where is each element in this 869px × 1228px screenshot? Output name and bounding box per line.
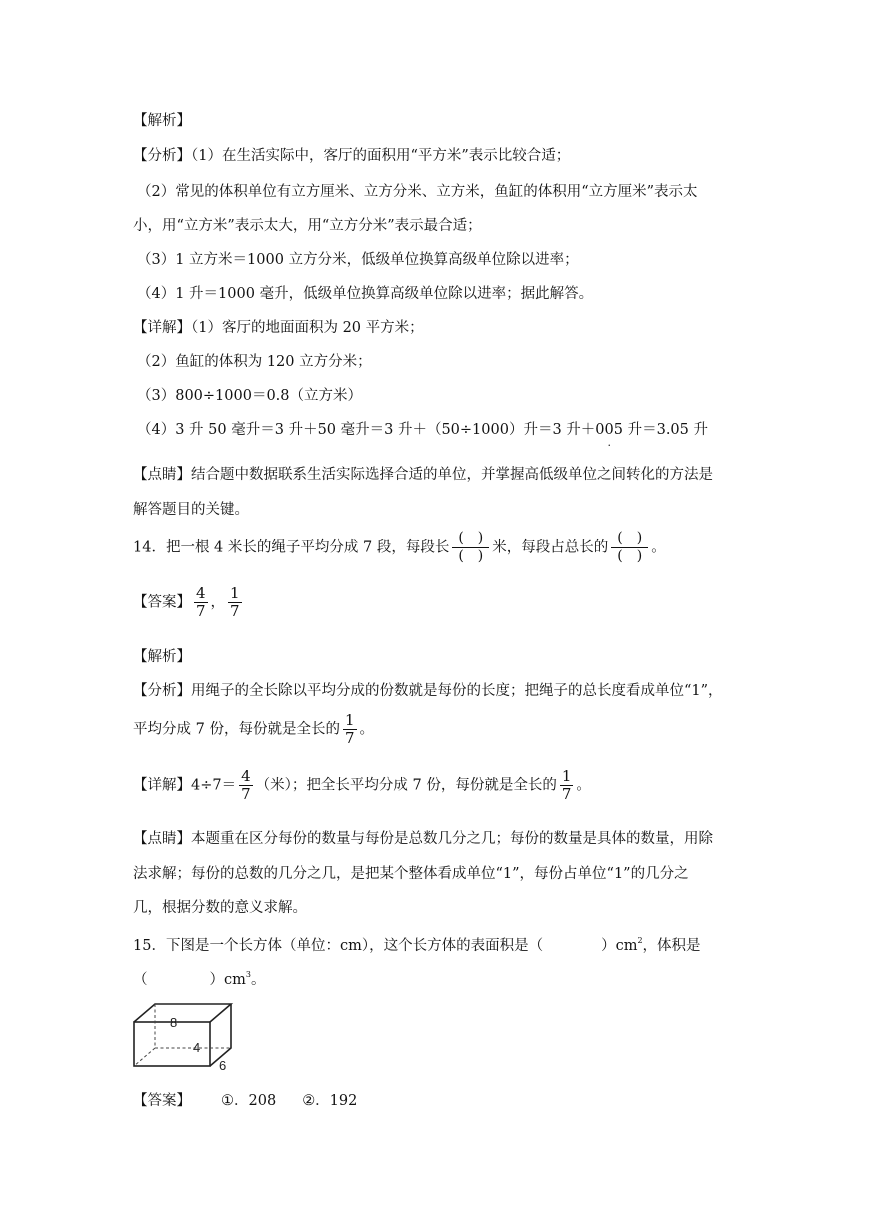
- answer-15: [133, 1091, 357, 1111]
- section-label-jiexi: 【解析】: [133, 113, 191, 129]
- answer-fraction-2: [228, 585, 242, 620]
- analysis-14-text-b: 。: [359, 721, 374, 738]
- analysis-14-text-a: 平均分成 7 份，每份就是全长的: [133, 721, 340, 738]
- key-point-14-line-1: 【点睛】本题重在区分每份的数量与每份是总数几分之几；每份的数量是具体的数量，用除: [133, 831, 713, 847]
- answer-label: 【答案】: [133, 1093, 191, 1109]
- fraction-denominator: 7: [196, 602, 206, 620]
- detail-line-4-part-a: （4）3 升 50 毫升＝3 升＋50 毫升＝3 升＋（50÷1000）升＝3 升＋0: [137, 422, 605, 438]
- key-point-line-1: 【点睛】结合题中数据联系生活实际选择合适的单位，并掌握高低级单位之间转化的方法是: [133, 467, 713, 483]
- question-14-text-b: 米，每段占总长的: [492, 539, 609, 556]
- blank-numerator: ( ): [617, 530, 643, 546]
- answer-15-first: ①．208: [221, 1093, 277, 1109]
- key-point-line-2: 解答题目的关键。: [133, 502, 249, 518]
- fraction-denominator: 7: [561, 785, 572, 803]
- analysis-14-fraction: [343, 712, 357, 747]
- question-15-text-e: ）cm: [209, 972, 246, 988]
- answer-label: 【答案】: [133, 594, 191, 611]
- detail-line-3: （3）800÷1000＝0.8（立方米）: [137, 388, 363, 404]
- answer-15-second: ②．192: [302, 1093, 358, 1109]
- question-14-text-a: 14．把一根 4 米长的绳子平均分成 7 段，每段长: [133, 539, 450, 556]
- key-point-14-line-3: 几，根据分数的意义求解。: [133, 900, 307, 916]
- dimension-depth-label: 6: [219, 1058, 227, 1072]
- dimension-height-label: 8: [170, 1015, 178, 1030]
- cuboid-diagram: [128, 998, 238, 1072]
- question-15-line-1: [133, 931, 701, 956]
- analysis-line-5: （4）1 升＝1000 毫升，低级单位换算高级单位除以进率；据此解答。: [137, 286, 594, 302]
- blank-denominator: ( ): [617, 548, 643, 564]
- analysis-line-3: 小，用“立方米”表示太大，用“立方分米”表示最合适；: [133, 218, 482, 234]
- blank-numerator: ( ): [458, 530, 484, 546]
- blank-fraction-2: [611, 530, 648, 565]
- question-15-text-f: 。: [250, 972, 266, 988]
- blank-denominator: ( ): [458, 548, 484, 564]
- detail-14-line: [133, 768, 591, 803]
- detail-line-4-part-b: 5 升＝3.05 升: [613, 422, 708, 438]
- answer-fraction-1: [194, 585, 208, 620]
- analysis-line-2: （2）常见的体积单位有立方厘米、立方分米、立方米，鱼缸的体积用“立方厘米”表示太: [137, 184, 698, 200]
- question-15-text-b: ）cm: [601, 938, 638, 954]
- detail-line-1: 【详解】（1）客厅的地面面积为 20 平方米；: [133, 320, 424, 336]
- fraction-numerator: 4: [241, 767, 251, 785]
- blank-fraction-1: [452, 530, 489, 565]
- detail-14-text-a: 【详解】4÷7＝: [133, 777, 237, 794]
- detail-line-4: [137, 420, 708, 452]
- analysis-14-line-1: 【分析】用绳子的全长除以平均分成的份数就是每份的长度；把绳子的总长度看成单位“1”，: [133, 683, 723, 699]
- detail-14-text-b: （米）；把全长平均分成 7 份，每份就是全长的: [255, 777, 557, 794]
- hidden-edge-depth: [134, 1048, 155, 1066]
- detail-line-2: （2）鱼缸的体积为 120 立方分米；: [137, 354, 372, 370]
- detail-14-text-c: 。: [576, 777, 591, 794]
- fraction-numerator: 4: [196, 584, 206, 602]
- answer-separator: ，: [210, 594, 226, 611]
- key-point-14-line-2: 法求解；每份的总数的几分之几，是把某个整体看成单位“1”，每份占单位“1”的几分之: [133, 866, 689, 882]
- question-14-end: 。: [651, 539, 666, 556]
- fraction-numerator: 1: [561, 767, 572, 785]
- analysis-line-1: 【分析】（1）在生活实际中，客厅的面积用“平方米”表示比较合适；: [133, 148, 571, 164]
- fraction-denominator: 7: [230, 602, 240, 620]
- superscript-3: 3: [245, 970, 251, 979]
- dotted-digit: [604, 422, 614, 452]
- detail-14-fraction-2: [560, 768, 574, 803]
- answer-14: [133, 585, 245, 620]
- dimension-width-label: 4: [193, 1040, 201, 1055]
- analysis-line-4: （3）1 立方米＝1000 立方分米，低级单位换算高级单位除以进率；: [137, 252, 579, 268]
- analysis-14-line-2: [133, 712, 374, 747]
- detail-14-fraction-1: [239, 768, 253, 803]
- fraction-denominator: 7: [241, 785, 251, 803]
- fraction-numerator: 1: [344, 711, 355, 729]
- question-15-text-c: ，体积是: [642, 938, 701, 954]
- repeat-dot-mark: ·: [607, 439, 612, 452]
- fraction-denominator: 7: [344, 729, 355, 747]
- dotted-digit-text: 0: [604, 422, 614, 438]
- fraction-numerator: 1: [230, 584, 240, 602]
- question-15-line-2: [133, 965, 265, 990]
- question-15-text-a: 15．下图是一个长方体（单位：cm），这个长方体的表面积是（: [133, 938, 544, 954]
- superscript-2: 2: [637, 936, 643, 945]
- section-label-jiexi-14: 【解析】: [133, 649, 191, 665]
- question-14: [133, 530, 666, 565]
- cuboid-top-face: [134, 1004, 231, 1022]
- question-15-text-d: （: [133, 972, 148, 988]
